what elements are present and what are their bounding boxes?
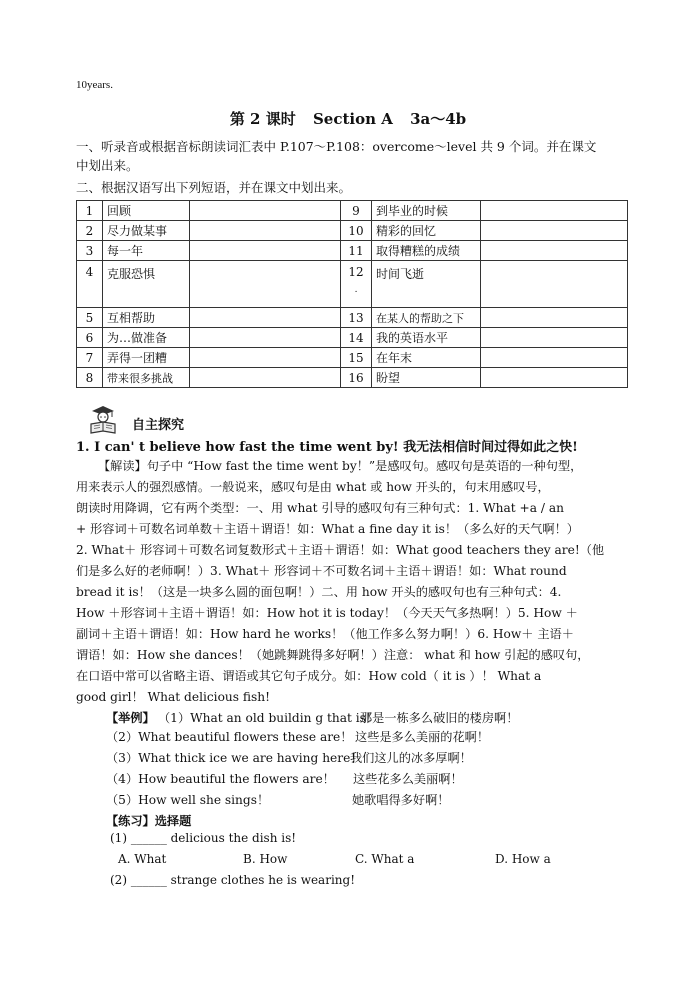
example-zh: 她歌唱得多好啊！ [352, 793, 450, 807]
phrase-cn: 我的英语水平 [372, 328, 481, 348]
row-number: 2 [77, 221, 103, 241]
table-row [77, 221, 628, 241]
example-zh: 我们这儿的冰多厚啊！ [350, 751, 472, 765]
answer-cell[interactable] [190, 221, 341, 241]
row-number-cell [341, 261, 372, 308]
phrase-cn: 盼望 [372, 368, 481, 388]
self-study-heading: 自主探究 [132, 418, 185, 433]
table-row [77, 261, 628, 308]
explain-line: 们是多么好的老师啊！）3. What＋ 形容词＋不可数名词＋主语＋谓语！如：What round [76, 564, 567, 578]
phrase-cn: 为…做准备 [103, 328, 190, 348]
row-number: 15 [341, 348, 372, 368]
answer-cell[interactable] [190, 241, 341, 261]
example-en: （1）What an old buildin g that is！ [158, 711, 379, 725]
row-number: 1 [77, 201, 103, 221]
table-row [77, 328, 628, 348]
example-en: （5）How well she sings！ [106, 793, 270, 807]
answer-cell[interactable] [481, 201, 628, 221]
phrase-cn: 到毕业的时候 [372, 201, 481, 221]
page-title [0, 108, 696, 129]
option-c[interactable]: C. What a [355, 852, 415, 866]
option-d[interactable]: D. How a [495, 852, 551, 866]
row-number: 5 [77, 308, 103, 328]
phrase-cn: 回顾 [103, 201, 190, 221]
explain-line: bread it is！（这是一块多么圆的面包啊！）二、用 how 开头的感叹句也有三种句式：4. [76, 585, 562, 599]
answer-cell[interactable] [481, 348, 628, 368]
answer-cell[interactable] [190, 328, 341, 348]
row-number: 9 [341, 201, 372, 221]
answer-cell[interactable] [481, 308, 628, 328]
row-number: 3 [77, 241, 103, 261]
title-lesson: 第 2 课时 [229, 110, 296, 128]
explain-line: 【解读】句子中 “How fast the time went by！”是感叹句。感叹句是英语的一种句型， [98, 459, 583, 473]
answer-cell[interactable] [481, 221, 628, 241]
answer-cell[interactable] [481, 261, 628, 308]
explain-line: + 形容词＋可数名词单数＋主语＋谓语！如：What a fine day it is！（多么好的天气啊！） [76, 522, 579, 536]
explanation-paragraph [76, 456, 628, 708]
question-1: 1. I can' t believe how fast the time went by! 我无法相信时间过得如此之快! [76, 440, 578, 455]
row-number: 4 [77, 261, 103, 308]
row-number: 16 [341, 368, 372, 388]
phrase-cn: 互相帮助 [103, 308, 190, 328]
table-row [77, 368, 628, 388]
example-en: （4）How beautiful the flowers are！ [106, 772, 335, 786]
explain-line: 谓语！如：How she dances！（她跳舞跳得多好啊！）注意： what 和 how 引起的感叹句， [76, 648, 590, 662]
answer-cell[interactable] [190, 368, 341, 388]
phrase-cn: 在年末 [372, 348, 481, 368]
row-number: 14 [341, 328, 372, 348]
phrase-cn: 尽力做某事 [103, 221, 190, 241]
answer-cell[interactable] [190, 308, 341, 328]
explain-line: 朗读时用降调，它有两个类型：一、用 what 引导的感叹句有三种句式：1. What +a / an [76, 501, 564, 515]
section2-heading: 二、根据汉语写出下列短语，并在课文中划出来。 [76, 180, 352, 195]
stray-dot: . [354, 285, 358, 295]
option-b[interactable]: B. How [243, 852, 288, 866]
row-number: 10 [341, 221, 372, 241]
explain-line: good girl！ What delicious fish! [76, 690, 271, 704]
table-row [77, 348, 628, 368]
practice-label: 【练习】选择题 [106, 814, 192, 828]
title-section: Section A [312, 110, 393, 128]
explain-line: 2. What＋ 形容词＋可数名词复数形式＋主语＋谓语！如：What good teachers they are!（他 [76, 543, 605, 557]
row-number: 12 [348, 265, 364, 279]
explain-line: 副词＋主语＋谓语！如：How hard he works！（他工作多么努力啊！）6. How＋ 主语＋ [76, 627, 574, 641]
phrase-cn: 每一年 [103, 241, 190, 261]
practice-question-2: (2) ______ strange clothes he is wearing! [110, 873, 356, 887]
option-a[interactable]: A. What [118, 852, 167, 866]
vocab-table [76, 200, 628, 388]
answer-cell[interactable] [190, 348, 341, 368]
answer-cell[interactable] [481, 328, 628, 348]
row-number: 13 [341, 308, 372, 328]
example-zh: 这些是多么美丽的花啊！ [355, 730, 490, 744]
answer-cell[interactable] [190, 201, 341, 221]
explain-line: 用来表示人的强烈感情。一般说来，感叹句是由 what 或 how 开头的，句末用感叹号， [76, 480, 550, 494]
phrase-cn: 带来很多挑战 [103, 368, 190, 388]
phrase-cn: 弄得一团糟 [103, 348, 190, 368]
section1-line1: 一、听录音或根据音标朗读词汇表中 P.107～P.108：overcome～level 共 9 个词。并在课文 [76, 139, 597, 154]
phrase-cn: 克服恐惧 [103, 261, 190, 308]
example-zh: 这些花多么美丽啊！ [353, 772, 463, 786]
row-number: 11 [341, 241, 372, 261]
section1-line2: 中划出来。 [76, 158, 139, 173]
examples-label: 【举例】 [106, 711, 155, 725]
table-row [77, 308, 628, 328]
explain-line: How ＋形容词＋主语＋谓语！如：How hot it is today！（今天天气多热啊！）5. How ＋ [76, 606, 578, 620]
example-zh: 那是一栋多么破旧的楼房啊！ [360, 711, 519, 725]
phrase-cn: 取得糟糕的成绩 [372, 241, 481, 261]
top-note: 10years. [76, 79, 113, 91]
row-number: 7 [77, 348, 103, 368]
title-range: 3a～4b [410, 110, 467, 128]
row-number: 6 [77, 328, 103, 348]
answer-cell[interactable] [481, 368, 628, 388]
phrase-cn: 精彩的回忆 [372, 221, 481, 241]
phrase-cn: 时间飞逝 [372, 261, 481, 308]
table-row [77, 241, 628, 261]
phrase-cn: 在某人的帮助之下 [372, 308, 481, 328]
practice-question-1: (1) ______ delicious the dish is! [110, 831, 297, 845]
answer-cell[interactable] [190, 261, 341, 308]
explain-line: 在口语中常可以省略主语、谓语或其它句子成分。如：How cold（ it is ）！ What a [76, 669, 542, 683]
row-number: 8 [77, 368, 103, 388]
answer-cell[interactable] [481, 241, 628, 261]
reading-student-icon [86, 402, 120, 436]
example-en: （2）What beautiful flowers these are！ [106, 730, 353, 744]
example-en: （3）What thick ice we are having here！ [106, 751, 363, 765]
table-row [77, 201, 628, 221]
